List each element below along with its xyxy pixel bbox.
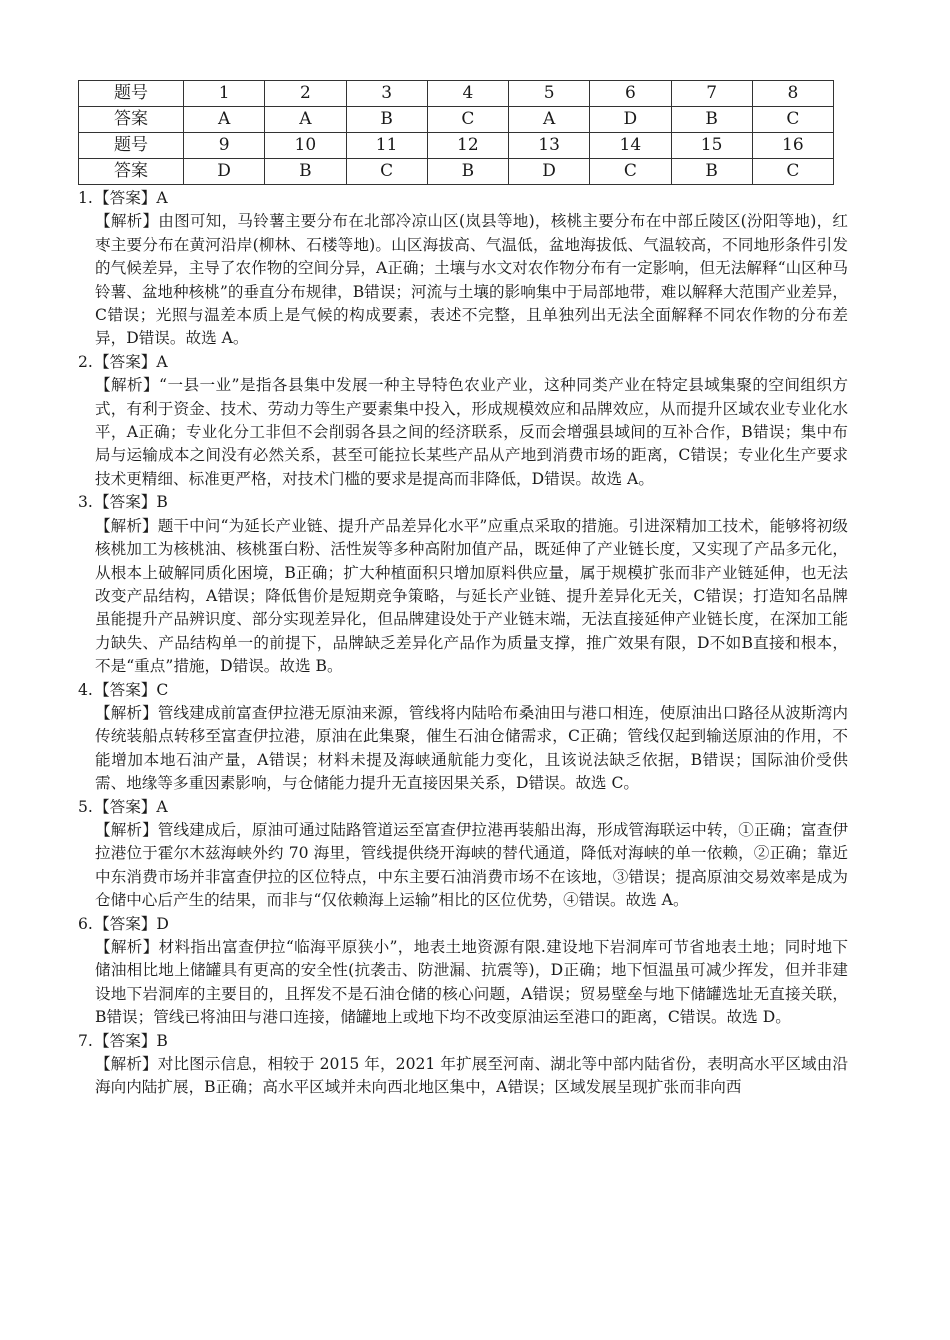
row-label: 答案	[79, 159, 184, 185]
row-label: 题号	[79, 133, 184, 159]
table-cell: B	[427, 159, 508, 185]
question-number: 2.	[78, 352, 93, 371]
table-cell: B	[671, 159, 752, 185]
question-number: 6.	[78, 914, 93, 933]
answer-item	[78, 913, 848, 1030]
explanation-text: 【解析】题干中问“为延长产业链、提升产品差异化水平”应重点采取的措施。引进深精加工技术，能够将初级核桃加工为核桃油、核桃蛋白粉、活性炭等多种高附加值产品，既延伸了产业链长度，又实现了产品多元化，从根本上破解同质化困境，B正确；扩大种植面积只增加原料供应量，属于规模扩张而非产业链延伸，也无法改变产品结构，A错误；降低售价是短期竞争策略，与延长产业链、提升差异化无关，C错误；打造知名品牌虽能提升产品辨识度、部分实现差异化，但品牌建设处于产业链末端，无法直接延伸产业链长度，在深加工能力缺失、产品结构单一的前提下，品牌缺乏差异化产品作为质量支撑，推广效果有限，D不如B直接和根本，不是“重点”措施，D错误。故选 B。	[95, 516, 848, 676]
table-cell: 16	[752, 133, 833, 159]
question-number: 1.	[78, 189, 93, 207]
table-cell: 14	[590, 133, 671, 159]
explanation-text: 【解析】管线建成前富查伊拉港无原油来源，管线将内陆哈布桑油田与港口相连，使原油出口路径从波斯湾内传统装船点转移至富查伊拉港，原油在此集聚，催生石油仓储需求，C正确；管线仅起到输送原油的作用，不能增加本地石油产量，A错误；材料未提及海峡通航能力变化，且该说法缺乏依据，B错误；国际油价受供需、地缘等多重因素影响，与仓储能力提升无直接因果关系，D错误。故选 C。	[95, 703, 848, 793]
answer-label: 【答案】A	[94, 797, 168, 816]
table-cell: 8	[752, 81, 833, 107]
table-cell: 13	[509, 133, 590, 159]
table-cell: C	[752, 159, 833, 185]
table-row	[79, 81, 834, 107]
table-cell: A	[509, 107, 590, 133]
table-cell: C	[427, 107, 508, 133]
table-cell: A	[184, 107, 265, 133]
answer-line	[78, 796, 848, 819]
table-row	[79, 133, 834, 159]
answer-line	[78, 187, 848, 210]
question-number: 5.	[78, 797, 93, 816]
table-cell: D	[590, 107, 671, 133]
answer-item	[78, 187, 848, 351]
row-label: 题号	[79, 81, 184, 107]
answer-item	[78, 491, 848, 678]
answer-item	[78, 1030, 848, 1100]
answer-label: 【答案】A	[94, 352, 168, 371]
answer-label: 【答案】C	[94, 680, 169, 699]
table-cell: 7	[671, 81, 752, 107]
answer-item	[78, 351, 848, 491]
explanation-text: 【解析】对比图示信息，相较于 2015 年，2021 年扩展至河南、湖北等中部内陆省份，表明高水平区域由沿海向内陆扩展，B正确；高水平区域并未向西北地区集中，A错误；区域发展呈现扩张而非向西	[95, 1055, 848, 1097]
row-label: 答案	[79, 107, 184, 133]
table-cell: 15	[671, 133, 752, 159]
table-cell: D	[184, 159, 265, 185]
answer-label: 【答案】B	[94, 1031, 168, 1050]
question-number: 4.	[78, 680, 93, 699]
table-cell: 9	[184, 133, 265, 159]
answer-label: 【答案】D	[94, 914, 169, 933]
table-cell: 11	[346, 133, 427, 159]
answer-line	[78, 351, 848, 374]
answer-table	[78, 80, 834, 185]
table-cell: 5	[509, 81, 590, 107]
answer-line	[78, 679, 848, 702]
table-cell: B	[671, 107, 752, 133]
table-cell: B	[346, 107, 427, 133]
question-number: 3.	[78, 493, 93, 512]
answer-item	[78, 796, 848, 913]
table-cell: C	[346, 159, 427, 185]
table-cell: 1	[184, 81, 265, 107]
explanations	[78, 187, 848, 1100]
table-cell: A	[265, 107, 346, 133]
table-cell: 12	[427, 133, 508, 159]
explanation-text: 【解析】“一县一业”是指各县集中发展一种主导特色农业产业，这种同类产业在特定县域集聚的空间组织方式，有利于资金、技术、劳动力等生产要素集中投入，形成规模效应和品牌效应，从而提升区域农业专业化水平，A正确；专业化分工非但不会削弱各县之间的经济联系，反而会增强县域间的互补合作，B错误；集中布局与运输成本之间没有必然关系，甚至可能拉长某些产品从产地到消费市场的距离，C错误；专业化生产要求技术更精细、标准更严格，对技术门槛的要求是提高而非降低，D错误。故选 A。	[95, 376, 848, 488]
table-row	[79, 107, 834, 133]
answer-item	[78, 679, 848, 796]
question-number: 7.	[78, 1031, 93, 1050]
table-cell: 6	[590, 81, 671, 107]
table-cell: 3	[346, 81, 427, 107]
answer-line	[78, 1030, 848, 1053]
explanation-text: 【解析】由图可知，马铃薯主要分布在北部冷凉山区(岚县等地)，核桃主要分布在中部丘陵区(汾阳等地)，红枣主要分布在黄河沿岸(柳林、石楼等地)。山区海拔高、气温低，盆地海拔低、气温较高，不同地形条件引发的气候差异，主导了农作物的空间分异，A正确；土壤与水文对农作物分布有一定影响，但无法解释“山区种马铃薯、盆地种核桃”的垂直分布规律，B错误；河流与土壤的影响集中于局部地带，难以解释大范围产业差异，C错误；光照与温差本质上是气候的构成要素，表述不完整，且单独列出无法全面解释不同农作物的分布差异，D错误。故选 A。	[95, 212, 848, 348]
answer-line	[78, 913, 848, 936]
table-cell: C	[590, 159, 671, 185]
table-cell: B	[265, 159, 346, 185]
explanation-text: 【解析】材料指出富查伊拉“临海平原狭小”，地表土地资源有限.建设地下岩洞库可节省地表土地；同时地下储油相比地上储罐具有更高的安全性(抗袭击、防泄漏、抗震等)，D正确；地下恒温虽可减少挥发，但并非建设地下岩洞库的主要目的，且挥发不是石油仓储的核心问题，A错误；贸易壁垒与地下储罐选址无直接关联，B错误；管线已将油田与港口连接，储罐地上或地下均不改变原油运至港口的距离，C错误。故选 D。	[95, 938, 848, 1027]
table-cell: C	[752, 107, 833, 133]
explanation-text: 【解析】管线建成后，原油可通过陆路管道运至富查伊拉港再装船出海，形成管海联运中转，①正确；富查伊拉港位于霍尔木兹海峡外约 70 海里，管线提供绕开海峡的替代通道，降低对海峡的单一依赖，②正确；靠近中东消费市场并非富查伊拉的区位特点，中东主要石油消费市场不在该地，③错误；提高原油交易效率是成为仓储中心后产生的结果，而非与“仅依赖海上运输”相比的区位优势，④错误。故选 A。	[95, 820, 848, 910]
table-cell: 2	[265, 81, 346, 107]
answer-line	[78, 491, 848, 514]
table-cell: D	[509, 159, 590, 185]
answer-label: 【答案】B	[94, 493, 168, 512]
table-cell: 4	[427, 81, 508, 107]
table-cell: 10	[265, 133, 346, 159]
table-row	[79, 159, 834, 185]
answer-label: 【答案】A	[94, 189, 168, 207]
